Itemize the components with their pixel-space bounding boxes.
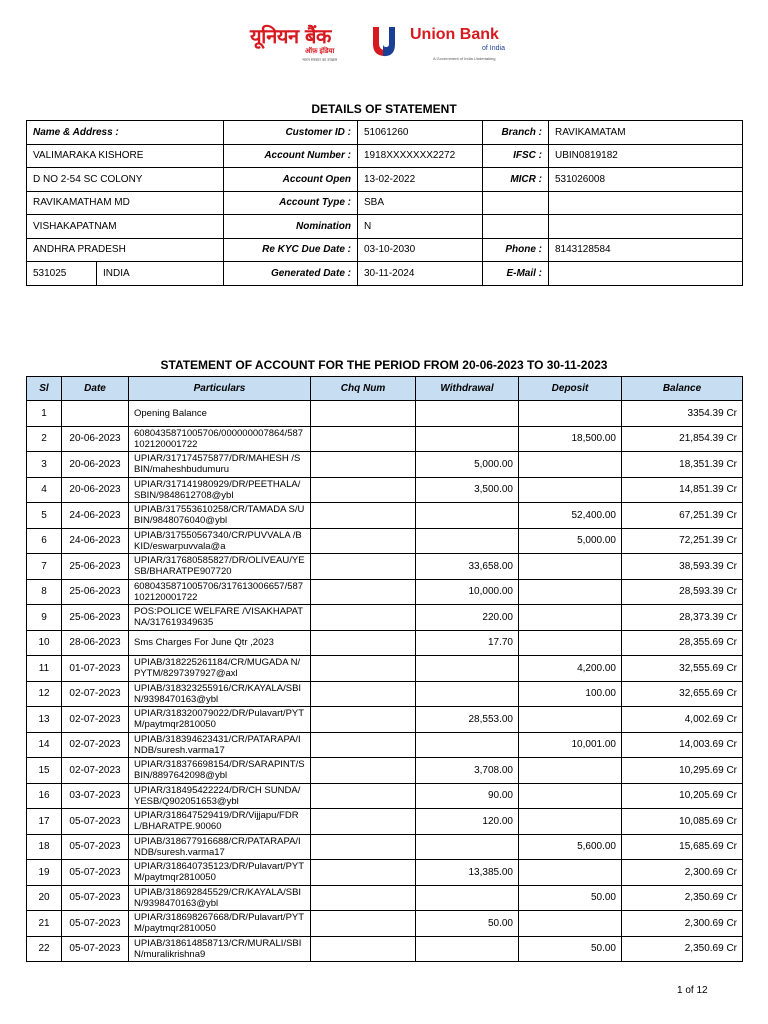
cell-withdrawal <box>416 732 519 758</box>
cell-balance: 32,655.69 Cr <box>622 681 743 707</box>
empty-cell <box>483 191 549 215</box>
cell-deposit <box>519 630 622 656</box>
cell-deposit: 100.00 <box>519 681 622 707</box>
account-open-value: 13-02-2022 <box>358 168 483 192</box>
cell-date: 28-06-2023 <box>62 630 129 656</box>
cell-chq-num <box>311 528 416 554</box>
cell-balance: 10,085.69 Cr <box>622 809 743 835</box>
cell-deposit <box>519 783 622 809</box>
table-row <box>27 477 743 503</box>
cell-deposit <box>519 452 622 478</box>
cell-deposit: 4,200.00 <box>519 656 622 682</box>
email-value <box>549 262 743 286</box>
table-row <box>27 732 743 758</box>
cell-date: 02-07-2023 <box>62 732 129 758</box>
cell-withdrawal: 3,708.00 <box>416 758 519 784</box>
cell-particulars: Sms Charges For June Qtr ,2023 <box>129 630 311 656</box>
cell-deposit: 18,500.00 <box>519 426 622 452</box>
cell-balance: 2,350.69 Cr <box>622 885 743 911</box>
cell-balance: 72,251.39 Cr <box>622 528 743 554</box>
table-row <box>27 783 743 809</box>
logo-hindi-tagline: भारत सरकार का उपक्रम <box>302 57 338 62</box>
cell-particulars: UPIAB/318677916688/CR/PATARAPA/INDB/suresh.varma17 <box>129 834 311 860</box>
table-row <box>27 681 743 707</box>
cell-chq-num <box>311 936 416 962</box>
cell-deposit <box>519 809 622 835</box>
address-line-2: D NO 2-54 SC COLONY <box>27 168 224 192</box>
table-row <box>27 656 743 682</box>
cell-balance: 32,555.69 Cr <box>622 656 743 682</box>
cell-date: 24-06-2023 <box>62 528 129 554</box>
cell-balance: 2,350.69 Cr <box>622 936 743 962</box>
cell-withdrawal <box>416 426 519 452</box>
table-row <box>27 401 743 427</box>
cell-withdrawal: 220.00 <box>416 605 519 631</box>
cell-sl: 16 <box>27 783 62 809</box>
table-row <box>27 605 743 631</box>
cell-date: 20-06-2023 <box>62 426 129 452</box>
ifsc-label: IFSC : <box>483 144 549 168</box>
pin-code-value: 531025 <box>27 262 97 286</box>
statement-table <box>26 376 743 962</box>
cell-chq-num <box>311 554 416 580</box>
generated-date-label: Generated Date : <box>224 262 358 286</box>
cell-deposit <box>519 579 622 605</box>
cell-particulars: UPIAR/318320079022/DR/Pulavart/PYTM/paytmqr2810050 <box>129 707 311 733</box>
cell-sl: 11 <box>27 656 62 682</box>
cell-sl: 19 <box>27 860 62 886</box>
cell-date: 03-07-2023 <box>62 783 129 809</box>
cell-balance: 2,300.69 Cr <box>622 860 743 886</box>
cell-particulars: UPIAR/318640735123/DR/Pulavart/PYTM/paytmqr2810050 <box>129 860 311 886</box>
cell-sl: 13 <box>27 707 62 733</box>
cell-withdrawal: 50.00 <box>416 911 519 937</box>
cell-chq-num <box>311 681 416 707</box>
cell-balance: 28,593.39 Cr <box>622 579 743 605</box>
cell-withdrawal: 28,553.00 <box>416 707 519 733</box>
branch-label: Branch : <box>483 121 549 145</box>
cell-withdrawal <box>416 401 519 427</box>
cell-sl: 5 <box>27 503 62 529</box>
ifsc-value: UBIN0819182 <box>549 144 743 168</box>
cell-date: 25-06-2023 <box>62 554 129 580</box>
cell-date: 01-07-2023 <box>62 656 129 682</box>
cell-withdrawal: 10,000.00 <box>416 579 519 605</box>
cell-sl: 6 <box>27 528 62 554</box>
cell-sl: 18 <box>27 834 62 860</box>
cell-balance: 14,851.39 Cr <box>622 477 743 503</box>
table-row <box>27 503 743 529</box>
cell-date: 20-06-2023 <box>62 452 129 478</box>
account-number-label: Account Number : <box>224 144 358 168</box>
cell-date: 05-07-2023 <box>62 860 129 886</box>
cell-withdrawal: 5,000.00 <box>416 452 519 478</box>
cell-withdrawal: 33,658.00 <box>416 554 519 580</box>
cell-balance: 38,593.39 Cr <box>622 554 743 580</box>
cell-withdrawal <box>416 528 519 554</box>
cell-withdrawal: 90.00 <box>416 783 519 809</box>
table-row <box>27 860 743 886</box>
table-row <box>27 452 743 478</box>
cell-particulars: UPIAB/318614858713/CR/MURALI/SBIN/muralikrishna9 <box>129 936 311 962</box>
cell-date: 05-07-2023 <box>62 911 129 937</box>
cell-sl: 7 <box>27 554 62 580</box>
cell-chq-num <box>311 783 416 809</box>
cell-date: 05-07-2023 <box>62 809 129 835</box>
cell-sl: 22 <box>27 936 62 962</box>
table-row <box>27 834 743 860</box>
cell-withdrawal <box>416 936 519 962</box>
col-header-deposit: Deposit <box>519 377 622 401</box>
cell-date: 02-07-2023 <box>62 707 129 733</box>
cell-chq-num <box>311 885 416 911</box>
logo-english-tagline: A Government of India Undertaking <box>433 56 496 61</box>
cell-withdrawal: 17.70 <box>416 630 519 656</box>
account-type-value: SBA <box>358 191 483 215</box>
logo-english-name: Union Bank <box>410 26 499 43</box>
cell-deposit <box>519 758 622 784</box>
table-row <box>27 528 743 554</box>
cell-withdrawal <box>416 503 519 529</box>
cell-date: 24-06-2023 <box>62 503 129 529</box>
account-open-label: Account Open <box>224 168 358 192</box>
table-row <box>27 936 743 962</box>
cell-balance: 2,300.69 Cr <box>622 911 743 937</box>
cell-chq-num <box>311 503 416 529</box>
cell-deposit <box>519 860 622 886</box>
empty-cell <box>549 191 743 215</box>
union-bank-emblem-icon <box>367 24 407 60</box>
cell-sl: 2 <box>27 426 62 452</box>
col-header-sl: Sl <box>27 377 62 401</box>
cell-chq-num <box>311 605 416 631</box>
cell-balance: 10,205.69 Cr <box>622 783 743 809</box>
cell-chq-num <box>311 911 416 937</box>
cell-particulars: UPIAR/318698267668/DR/Pulavart/PYTM/paytmqr2810050 <box>129 911 311 937</box>
details-title: DETAILS OF STATEMENT <box>311 102 457 116</box>
cell-sl: 15 <box>27 758 62 784</box>
table-row <box>27 885 743 911</box>
table-row <box>27 579 743 605</box>
cell-particulars: UPIAB/318692845529/CR/KAYALA/SBIN/9398470163@ybl <box>129 885 311 911</box>
table-row <box>27 809 743 835</box>
address-line-1: VALIMARAKA KISHORE <box>27 144 224 168</box>
kyc-due-value: 03-10-2030 <box>358 238 483 262</box>
cell-particulars: UPIAR/317680585827/DR/OLIVEAU/YESB/BHARATPE907720 <box>129 554 311 580</box>
cell-chq-num <box>311 707 416 733</box>
cell-sl: 4 <box>27 477 62 503</box>
cell-date: 20-06-2023 <box>62 477 129 503</box>
cell-chq-num <box>311 452 416 478</box>
cell-chq-num <box>311 630 416 656</box>
nomination-value: N <box>358 215 483 239</box>
cell-particulars: UPIAB/317553610258/CR/TAMADA S/UBIN/9848076040@ybl <box>129 503 311 529</box>
cell-withdrawal: 120.00 <box>416 809 519 835</box>
cell-deposit: 5,600.00 <box>519 834 622 860</box>
cell-balance: 67,251.39 Cr <box>622 503 743 529</box>
empty-cell <box>483 215 549 239</box>
cell-chq-num <box>311 758 416 784</box>
generated-date-value: 30-11-2024 <box>358 262 483 286</box>
cell-deposit <box>519 554 622 580</box>
cell-chq-num <box>311 732 416 758</box>
cell-particulars: UPIAR/318495422224/DR/CH SUNDA/YESB/Q902051653@ybl <box>129 783 311 809</box>
address-line-5: ANDHRA PRADESH <box>27 238 224 262</box>
cell-particulars: UPIAB/318394623431/CR/PATARAPA/INDB/suresh.varma17 <box>129 732 311 758</box>
cell-sl: 17 <box>27 809 62 835</box>
cell-deposit: 50.00 <box>519 936 622 962</box>
cell-withdrawal: 13,385.00 <box>416 860 519 886</box>
details-table <box>26 120 743 286</box>
cell-withdrawal <box>416 834 519 860</box>
cell-date: 25-06-2023 <box>62 579 129 605</box>
cell-date: 05-07-2023 <box>62 834 129 860</box>
logo-hindi-name: यूनियन बैंक <box>250 24 331 48</box>
cell-deposit <box>519 707 622 733</box>
cell-particulars: 6080435871005706/317613006657/587102120001722 <box>129 579 311 605</box>
table-row <box>27 758 743 784</box>
cell-balance: 18,351.39 Cr <box>622 452 743 478</box>
page-of-label: of <box>685 985 694 996</box>
cell-sl: 14 <box>27 732 62 758</box>
statement-rows <box>27 401 743 962</box>
cell-balance: 28,373.39 Cr <box>622 605 743 631</box>
customer-id-value: 51061260 <box>358 121 483 145</box>
cell-sl: 9 <box>27 605 62 631</box>
cell-particulars: UPIAR/318376698154/DR/SARAPINT/SBIN/8897642098@ybl <box>129 758 311 784</box>
cell-particulars: 6080435871005706/000000007864/587102120001722 <box>129 426 311 452</box>
cell-deposit: 10,001.00 <box>519 732 622 758</box>
cell-particulars: UPIAB/318323255916/CR/KAYALA/SBIN/9398470163@ybl <box>129 681 311 707</box>
bank-logo <box>250 20 520 66</box>
cell-deposit: 5,000.00 <box>519 528 622 554</box>
cell-deposit <box>519 605 622 631</box>
cell-date: 25-06-2023 <box>62 605 129 631</box>
cell-chq-num <box>311 656 416 682</box>
empty-cell <box>549 215 743 239</box>
cell-particulars: Opening Balance <box>129 401 311 427</box>
cell-balance: 21,854.39 Cr <box>622 426 743 452</box>
cell-chq-num <box>311 426 416 452</box>
col-header-date: Date <box>62 377 129 401</box>
customer-id-label: Customer ID : <box>224 121 358 145</box>
logo-english-sub: of India <box>482 45 505 52</box>
cell-date: 05-07-2023 <box>62 885 129 911</box>
cell-balance: 4,002.69 Cr <box>622 707 743 733</box>
account-type-label: Account Type : <box>224 191 358 215</box>
cell-date: 02-07-2023 <box>62 758 129 784</box>
cell-deposit <box>519 401 622 427</box>
cell-withdrawal <box>416 885 519 911</box>
cell-sl: 20 <box>27 885 62 911</box>
table-row <box>27 707 743 733</box>
cell-deposit: 52,400.00 <box>519 503 622 529</box>
cell-date: 02-07-2023 <box>62 681 129 707</box>
table-row <box>27 911 743 937</box>
phone-value: 8143128584 <box>549 238 743 262</box>
micr-value: 531026008 <box>549 168 743 192</box>
cell-sl: 10 <box>27 630 62 656</box>
cell-deposit <box>519 911 622 937</box>
cell-chq-num <box>311 860 416 886</box>
cell-sl: 21 <box>27 911 62 937</box>
address-line-3: RAVIKAMATHAM MD <box>27 191 224 215</box>
cell-sl: 8 <box>27 579 62 605</box>
cell-balance: 10,295.69 Cr <box>622 758 743 784</box>
col-header-chq-num: Chq Num <box>311 377 416 401</box>
col-header-withdrawal: Withdrawal <box>416 377 519 401</box>
kyc-due-label: Re KYC Due Date : <box>224 238 358 262</box>
page-total: 12 <box>696 985 708 996</box>
cell-chq-num <box>311 579 416 605</box>
name-address-label: Name & Address : <box>27 121 224 145</box>
cell-particulars: UPIAR/318647529419/DR/Vijjapu/FDRL/BHARATPE.90060 <box>129 809 311 835</box>
table-row <box>27 554 743 580</box>
cell-sl: 3 <box>27 452 62 478</box>
logo-hindi-sub: ऑफ़ इंडिया <box>305 48 335 55</box>
cell-withdrawal <box>416 656 519 682</box>
cell-particulars: UPIAB/318225261184/CR/MUGADA N/PYTM/8297397927@axl <box>129 656 311 682</box>
email-label: E-Mail : <box>483 262 549 286</box>
account-number-value: 1918XXXXXXX2272 <box>358 144 483 168</box>
nomination-label: Nomination <box>224 215 358 239</box>
cell-particulars: UPIAB/317550567340/CR/PUVVALA /BKID/eswarpuvvala@a <box>129 528 311 554</box>
table-row <box>27 630 743 656</box>
cell-chq-num <box>311 809 416 835</box>
cell-particulars: POS:POLICE WELFARE /VISAKHAPATNA/317619349635 <box>129 605 311 631</box>
micr-label: MICR : <box>483 168 549 192</box>
table-row <box>27 426 743 452</box>
phone-label: Phone : <box>483 238 549 262</box>
statement-title: STATEMENT OF ACCOUNT FOR THE PERIOD FROM 20-06-2023 TO 30-11-2023 <box>160 358 608 372</box>
cell-particulars: UPIAR/317141980929/DR/PEETHALA/SBIN/9848612708@ybl <box>129 477 311 503</box>
cell-balance: 15,685.69 Cr <box>622 834 743 860</box>
cell-sl: 12 <box>27 681 62 707</box>
col-header-particulars: Particulars <box>129 377 311 401</box>
cell-withdrawal <box>416 681 519 707</box>
branch-value: RAVIKAMATAM <box>549 121 743 145</box>
country-value: INDIA <box>97 262 224 286</box>
address-line-4: VISHAKAPATNAM <box>27 215 224 239</box>
page-current: 1 <box>677 985 683 996</box>
cell-chq-num <box>311 401 416 427</box>
cell-deposit: 50.00 <box>519 885 622 911</box>
cell-balance: 3354.39 Cr <box>622 401 743 427</box>
cell-balance: 14,003.69 Cr <box>622 732 743 758</box>
cell-balance: 28,355.69 Cr <box>622 630 743 656</box>
cell-date: 05-07-2023 <box>62 936 129 962</box>
col-header-balance: Balance <box>622 377 743 401</box>
cell-chq-num <box>311 834 416 860</box>
cell-withdrawal: 3,500.00 <box>416 477 519 503</box>
cell-sl: 1 <box>27 401 62 427</box>
cell-particulars: UPIAR/317174575877/DR/MAHESH /SBIN/maheshbudumuru <box>129 452 311 478</box>
cell-chq-num <box>311 477 416 503</box>
page-indicator <box>677 985 708 996</box>
cell-deposit <box>519 477 622 503</box>
cell-date <box>62 401 129 427</box>
